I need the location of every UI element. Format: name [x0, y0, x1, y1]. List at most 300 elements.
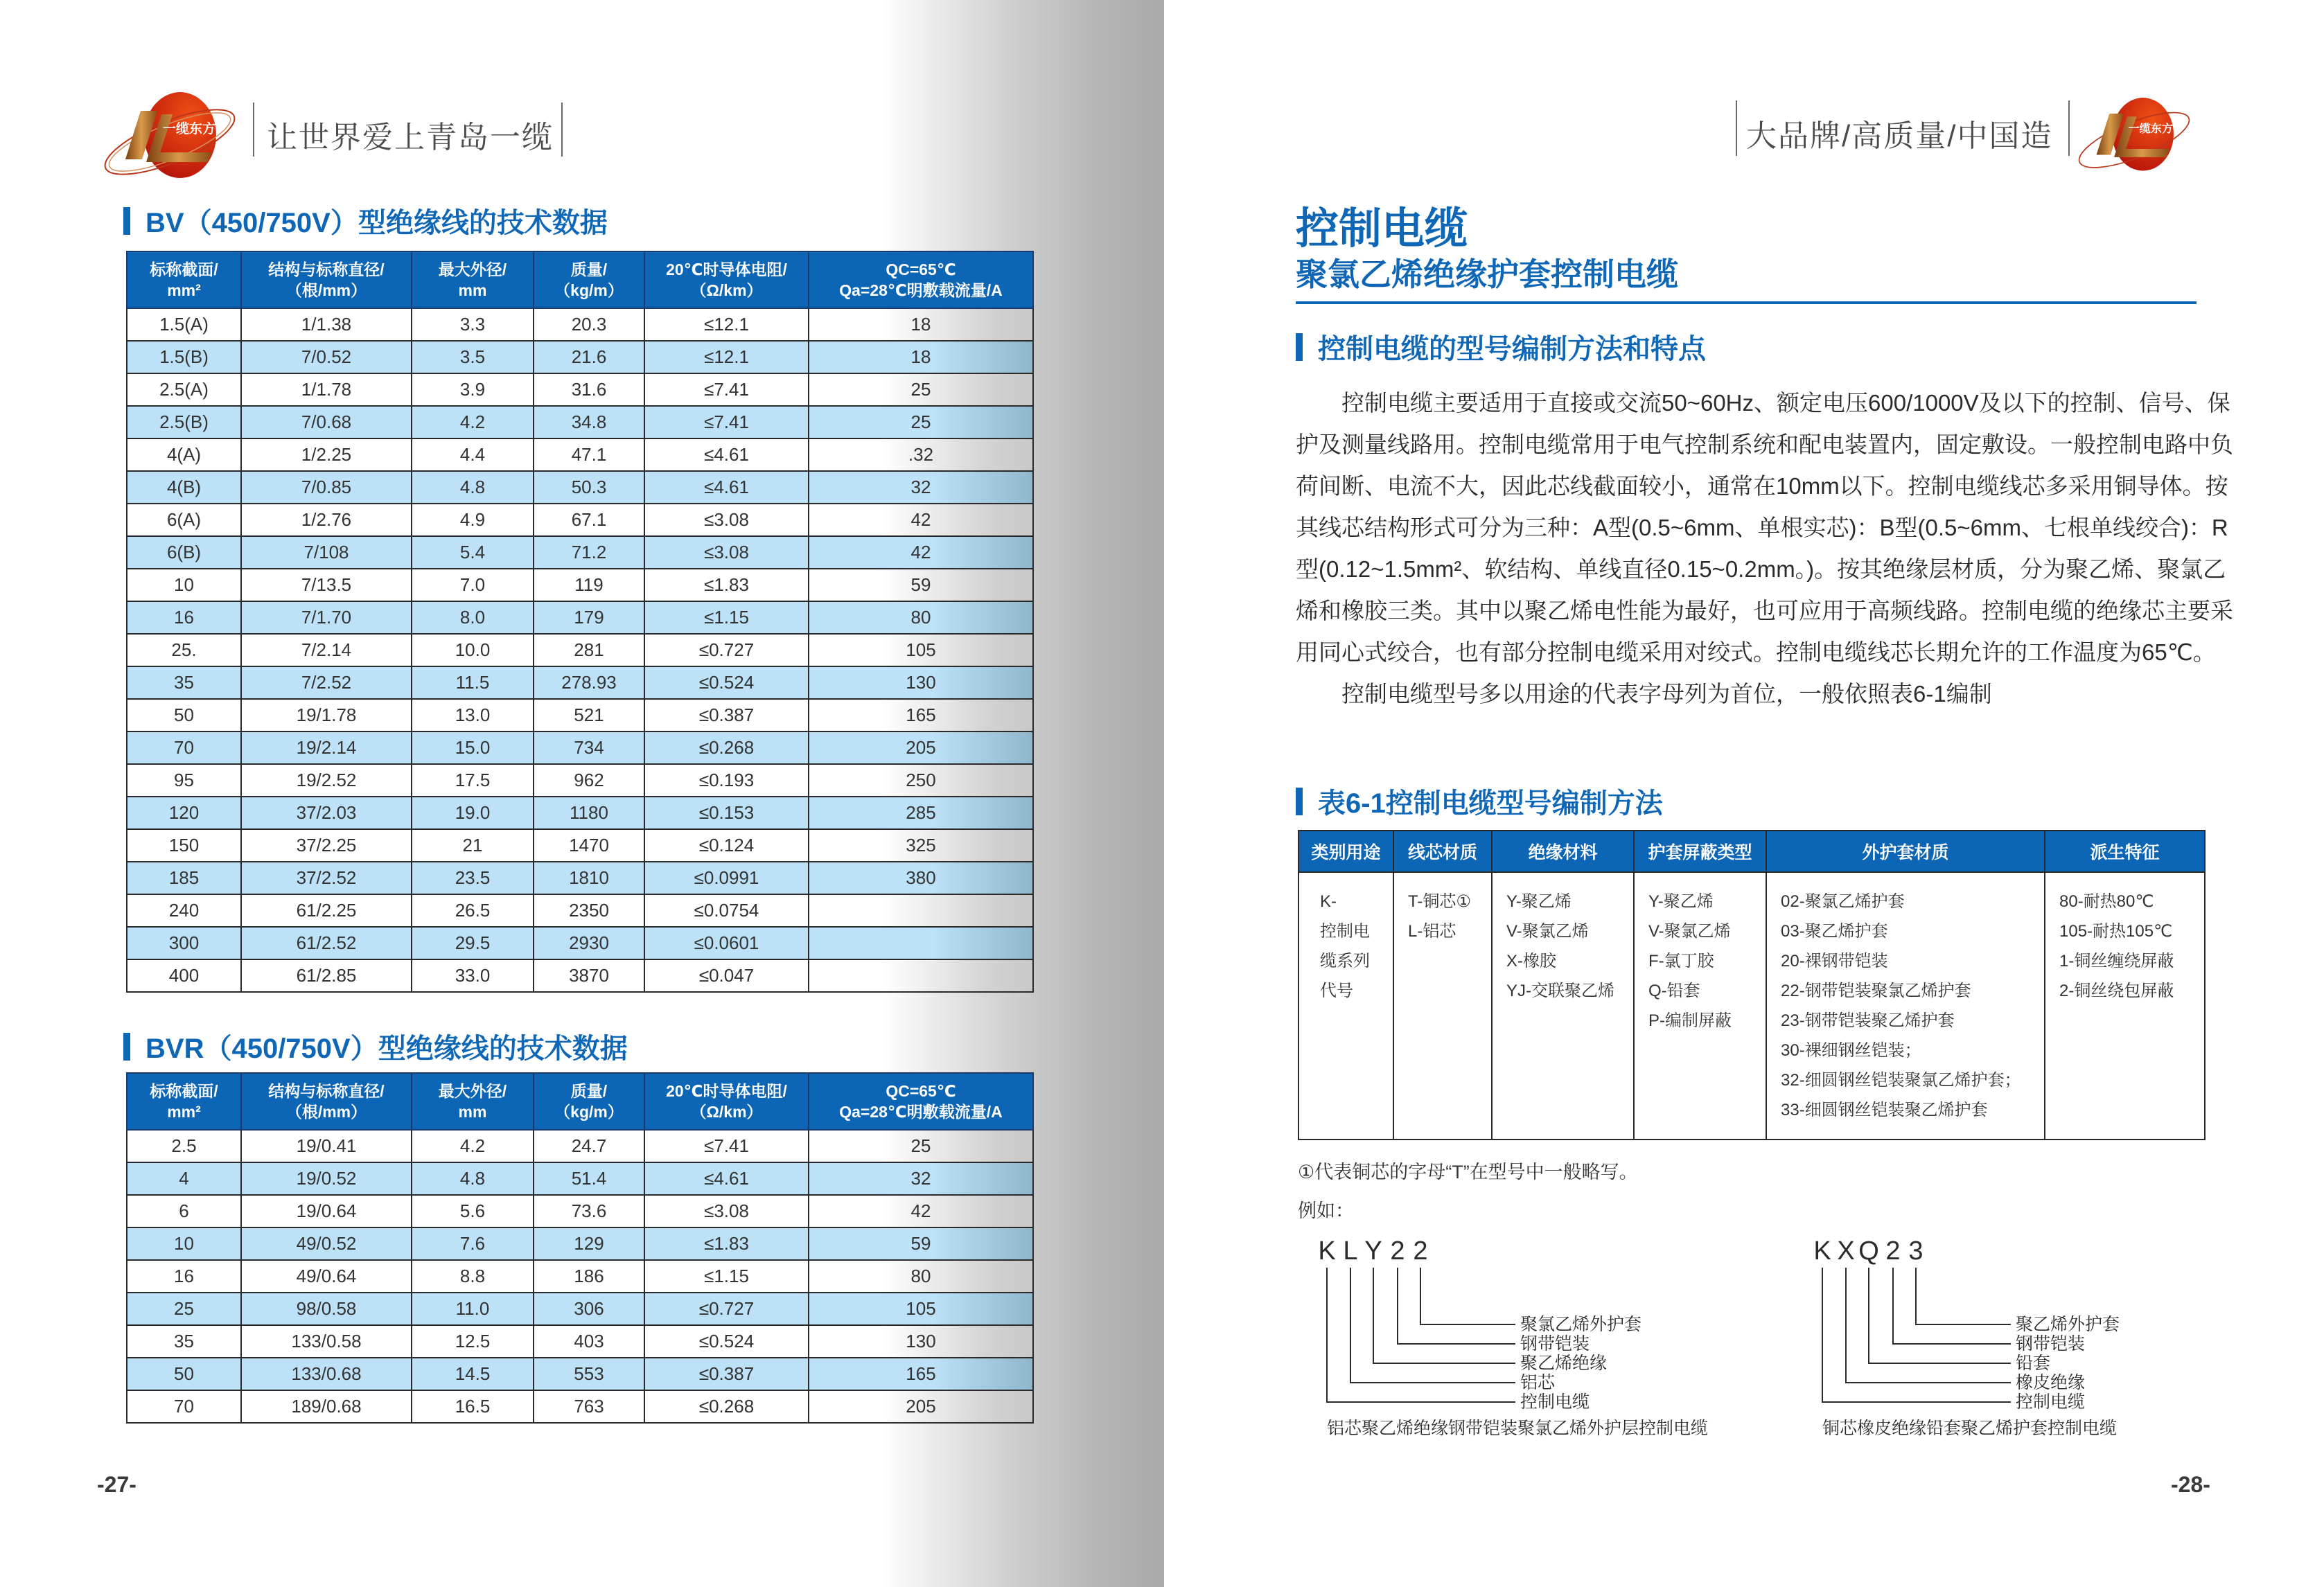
table-cell: ≤1.83 — [644, 1227, 809, 1260]
table-cell: ≤0.727 — [644, 1293, 809, 1325]
code-entry: Y-聚乙烯 — [1506, 892, 1572, 911]
table-cell: 4.9 — [412, 504, 534, 536]
table-cell: 7/0.68 — [241, 406, 412, 438]
table-cell: 50 — [127, 699, 241, 732]
column-header: 绝缘材料 — [1492, 831, 1634, 872]
table-cell: 4.4 — [412, 438, 534, 471]
table-row — [127, 406, 1033, 438]
table-cell: 50 — [127, 1358, 241, 1390]
heading-bar — [1296, 788, 1303, 815]
table-cell — [2045, 872, 2205, 1140]
table-cell: 4.2 — [412, 406, 534, 438]
table-cell: 240 — [127, 894, 241, 927]
table-cell: 5.4 — [412, 536, 534, 569]
column-header: 最大外径/ mm — [412, 251, 534, 308]
table-cell: 205 — [809, 732, 1033, 764]
table-row — [127, 634, 1033, 666]
paragraph: 控制电缆型号多以用途的代表字母列为首位，一般依照表6-1编制 — [1341, 681, 1992, 707]
code-entry: 32-细圆钢丝铠装聚氯乙烯护套； — [1781, 1071, 2021, 1090]
table-cell: 2.5(A) — [127, 373, 241, 406]
code-entry: V-聚氯乙烯 — [1506, 922, 1589, 941]
table-cell: 51.4 — [534, 1162, 644, 1195]
column-header: 标称截面/ mm² — [127, 1073, 241, 1130]
table-cell: 7/1.70 — [241, 601, 412, 634]
table-cell: ≤1.15 — [644, 601, 809, 634]
table-cell — [1492, 872, 1634, 1140]
table-cell: 7/0.85 — [241, 471, 412, 504]
table-cell: 42 — [809, 1195, 1033, 1227]
table-cell: 165 — [809, 1358, 1033, 1390]
paragraph: 控制电缆主要适用于直接或交流50~60Hz、额定电压600/1000V及以下的控制、信号、保护及测量线路用。控制电缆常用于电气控制系统和配电装置内，固定敷设。一般控制电路中负荷间断、电流不大，因此芯线截面较小，通常在10mm以下。控制电缆线芯多采用铜导体。按其线芯结构形式可分为三种：A型(0.5~6mm、单根实芯)：B型(0.5~6mm、七根单线绞合)：R型(0.12~1.5mm²、软结构、单线直径0.15~0.2mm。)。按其绝缘层材质，分为聚乙烯、聚氯乙烯和橡胶三类。其中以聚乙烯电性能为最好，也可应用于高频线路。控制电缆的绝缘芯主要采用同心式绞合，也有部分控制电缆采用对绞式。控制电缆线芯长期允许的工作温度为65℃。 — [1296, 390, 2233, 665]
code-letter: L — [1343, 1236, 1358, 1266]
column-header: 质量/ （kg/m） — [534, 1073, 644, 1130]
table-cell: 35 — [127, 666, 241, 699]
bvr-table-title — [123, 1027, 628, 1066]
table-row — [127, 829, 1033, 862]
code-entry: 缆系列 — [1320, 952, 1370, 970]
column-header: 结构与标称直径/ （根/mm） — [241, 251, 412, 308]
table-row — [127, 341, 1033, 373]
code-letter: 3 — [1908, 1236, 1924, 1266]
table-cell: ≤3.08 — [644, 504, 809, 536]
table-cell: 25 — [809, 1130, 1033, 1162]
heading-bar — [1296, 333, 1303, 361]
table-cell: 19.0 — [412, 797, 534, 829]
table-cell: ≤1.15 — [644, 1260, 809, 1293]
title-underline — [1296, 301, 2197, 304]
code-entry: P-编制屏蔽 — [1648, 1011, 1732, 1030]
table-cell: 15.0 — [412, 732, 534, 764]
table-cell: 3.5 — [412, 341, 534, 373]
table-cell: 21.6 — [534, 341, 644, 373]
code-entry: T-铜芯① — [1408, 892, 1471, 911]
diagram-caption: 铝芯聚乙烯绝缘钢带铠装聚氯乙烯外护层控制电缆 — [1327, 1419, 1709, 1438]
table-cell: 165 — [809, 699, 1033, 732]
table-heading — [1296, 781, 1663, 821]
table-cell: ≤7.41 — [644, 373, 809, 406]
connector-line — [1398, 1268, 1515, 1344]
table-row — [127, 666, 1033, 699]
table-cell: 80 — [809, 601, 1033, 634]
table-header-row — [1299, 831, 2205, 872]
model-code-table — [1298, 830, 2206, 1140]
table-cell: 71.2 — [534, 536, 644, 569]
table-cell: 19/0.52 — [241, 1162, 412, 1195]
code-entry: 23-钢带铠装聚乙烯护套 — [1781, 1011, 1955, 1030]
table-cell: 3870 — [534, 959, 644, 992]
right-page — [1164, 0, 2324, 1587]
table-cell: 35 — [127, 1325, 241, 1358]
table-cell: ≤0.524 — [644, 666, 809, 699]
table-cell: 4.8 — [412, 1162, 534, 1195]
table-row — [127, 927, 1033, 959]
table-cell: ≤0.727 — [644, 634, 809, 666]
example-label: 例如： — [1298, 1200, 1354, 1221]
table-cell: ≤0.0754 — [644, 894, 809, 927]
table-cell: 553 — [534, 1358, 644, 1390]
table-cell: ≤7.41 — [644, 406, 809, 438]
table-cell: 12.5 — [412, 1325, 534, 1358]
table-cell: 7/2.52 — [241, 666, 412, 699]
table-cell — [1299, 872, 1393, 1140]
table-header-row — [127, 1073, 1033, 1130]
component-label: 聚氯乙烯外护套 — [1520, 1315, 1642, 1334]
table-cell: 521 — [534, 699, 644, 732]
table-cell: 16 — [127, 1260, 241, 1293]
table-row — [127, 373, 1033, 406]
table-row — [127, 1390, 1033, 1423]
table-cell: 24.7 — [534, 1130, 644, 1162]
table-cell: ≤0.047 — [644, 959, 809, 992]
column-header: QC=65℃ Qa=28℃明敷载流量/A — [809, 251, 1033, 308]
table-cell: 49/0.64 — [241, 1260, 412, 1293]
column-header: 结构与标称直径/ （根/mm） — [241, 1073, 412, 1130]
table-cell: 1/2.76 — [241, 504, 412, 536]
table-row — [127, 1130, 1033, 1162]
table-cell: 10 — [127, 569, 241, 601]
column-header: 类别用途 — [1299, 831, 1393, 872]
table-row — [127, 1162, 1033, 1195]
header-divider — [561, 103, 563, 157]
column-header: 标称截面/ mm² — [127, 251, 241, 308]
table-cell: 21 — [412, 829, 534, 862]
table-cell: ≤0.387 — [644, 699, 809, 732]
table-cell: 20.3 — [534, 308, 644, 341]
header-divider — [1736, 100, 1737, 156]
table-cell: 33.0 — [412, 959, 534, 992]
table-cell: 42 — [809, 536, 1033, 569]
table-row — [127, 536, 1033, 569]
table-cell: ≤0.193 — [644, 764, 809, 797]
table-row — [127, 504, 1033, 536]
table-cell: 2.5(B) — [127, 406, 241, 438]
component-label: 铝芯 — [1520, 1373, 1556, 1392]
component-label: 聚乙烯绝缘 — [1520, 1354, 1608, 1373]
table-cell: 17.5 — [412, 764, 534, 797]
table-row — [127, 438, 1033, 471]
code-letter: X — [1837, 1236, 1855, 1266]
table-cell: ≤12.1 — [644, 341, 809, 373]
table-row — [1299, 872, 2205, 1140]
table-cell: 7/0.52 — [241, 341, 412, 373]
code-entry: L-铝芯 — [1408, 922, 1456, 941]
table-cell: 95 — [127, 764, 241, 797]
table-cell: 2.5 — [127, 1130, 241, 1162]
table-cell: 25. — [127, 634, 241, 666]
table-cell: 7.6 — [412, 1227, 534, 1260]
table-cell: 67.1 — [534, 504, 644, 536]
table-cell: 13.0 — [412, 699, 534, 732]
table-cell: ≤1.83 — [644, 569, 809, 601]
table-cell — [809, 894, 1033, 927]
table-cell: 10.0 — [412, 634, 534, 666]
table-cell: 7/108 — [241, 536, 412, 569]
table-cell: 61/2.85 — [241, 959, 412, 992]
table-row — [127, 797, 1033, 829]
example-diagram-kxq23 — [1813, 1233, 2120, 1444]
column-header: 线芯材质 — [1393, 831, 1492, 872]
table-cell: 61/2.25 — [241, 894, 412, 927]
component-label: 铅套 — [2016, 1354, 2051, 1373]
code-entry: 80-耐热80℃ — [2059, 892, 2154, 911]
code-entry: 105-耐热105℃ — [2059, 922, 2173, 941]
table-cell: 34.8 — [534, 406, 644, 438]
column-header: 20℃时导体电阻/ （Ω/km） — [644, 1073, 809, 1130]
code-entry: 30-裸细钢丝铠装； — [1781, 1041, 1921, 1060]
table-cell: 2930 — [534, 927, 644, 959]
column-header: QC=65℃ Qa=28℃明敷载流量/A — [809, 1073, 1033, 1130]
table-cell: ≤0.387 — [644, 1358, 809, 1390]
table-cell: 11.5 — [412, 666, 534, 699]
table-cell: 325 — [809, 829, 1033, 862]
table-row — [127, 471, 1033, 504]
table-cell: 1/1.78 — [241, 373, 412, 406]
table-cell: 1/1.38 — [241, 308, 412, 341]
header-divider — [253, 103, 254, 157]
code-entry: V-聚氯乙烯 — [1648, 922, 1731, 941]
table-cell: 763 — [534, 1390, 644, 1423]
table-cell: 37/2.52 — [241, 862, 412, 894]
component-label: 橡皮绝缘 — [2016, 1373, 2086, 1392]
table-cell: 14.5 — [412, 1358, 534, 1390]
table-cell: 1470 — [534, 829, 644, 862]
code-letter: K — [1318, 1236, 1336, 1266]
table-cell: 4(A) — [127, 438, 241, 471]
table-cell: 2350 — [534, 894, 644, 927]
table-cell: ≤12.1 — [644, 308, 809, 341]
table-cell: 42 — [809, 504, 1033, 536]
table-cell: ≤0.124 — [644, 829, 809, 862]
table-cell: 61/2.52 — [241, 927, 412, 959]
code-letter: 2 — [1885, 1236, 1901, 1266]
table-cell: 37/2.03 — [241, 797, 412, 829]
code-entry: 33-细圆钢丝铠装聚乙烯护套 — [1781, 1101, 1988, 1119]
table-cell: ≤3.08 — [644, 1195, 809, 1227]
table-cell: 285 — [809, 797, 1033, 829]
table-cell: 70 — [127, 1390, 241, 1423]
code-entry: 控制电 — [1320, 922, 1370, 941]
table-cell: ≤0.268 — [644, 1390, 809, 1423]
component-label: 控制电缆 — [1520, 1392, 1590, 1412]
table-cell: 19/0.64 — [241, 1195, 412, 1227]
table-cell: 80 — [809, 1260, 1033, 1293]
table-cell: .32 — [809, 438, 1033, 471]
table-cell: 129 — [534, 1227, 644, 1260]
table-cell: 3.3 — [412, 308, 534, 341]
table-cell: 29.5 — [412, 927, 534, 959]
table-cell: 18 — [809, 308, 1033, 341]
table-cell: 281 — [534, 634, 644, 666]
table-cell: 189/0.68 — [241, 1390, 412, 1423]
table-cell: 1.5(B) — [127, 341, 241, 373]
table-cell: 300 — [127, 927, 241, 959]
table-cell — [809, 927, 1033, 959]
table-cell: 400 — [127, 959, 241, 992]
table-cell: 1180 — [534, 797, 644, 829]
table-cell: 250 — [809, 764, 1033, 797]
brand-logo — [2075, 89, 2193, 186]
column-header: 质量/ （kg/m） — [534, 251, 644, 308]
code-entry: 03-聚乙烯护套 — [1781, 922, 1888, 941]
table-cell: ≤0.524 — [644, 1325, 809, 1358]
table-header-row — [127, 251, 1033, 308]
bv-table-title-text: BV（450/750V）型绝缘线的技术数据 — [146, 208, 608, 238]
table-cell: ≤0.0991 — [644, 862, 809, 894]
table-cell: ≤4.61 — [644, 438, 809, 471]
page-title: 控制电缆 — [1296, 205, 1468, 253]
column-header: 派生特征 — [2045, 831, 2205, 872]
section-heading-text: 控制电缆的型号编制方法和特点 — [1318, 334, 1706, 364]
code-entry: 2-铜丝绕包屏蔽 — [2059, 982, 2174, 1000]
code-entry: 22-钢带铠装聚氯乙烯护套 — [1781, 982, 1971, 1000]
table-cell: 31.6 — [534, 373, 644, 406]
table-cell: 7/13.5 — [241, 569, 412, 601]
table-row — [127, 959, 1033, 992]
table-cell: 59 — [809, 1227, 1033, 1260]
table-cell: 186 — [534, 1260, 644, 1293]
table-cell: 4 — [127, 1162, 241, 1195]
code-entry: 02-聚氯乙烯护套 — [1781, 892, 1905, 911]
table-row — [127, 308, 1033, 341]
footnote: ①代表铜芯的字母“T”在型号中一般略写。 — [1298, 1162, 1638, 1182]
code-entry: F-氯丁胶 — [1648, 952, 1714, 970]
table-cell: 32 — [809, 1162, 1033, 1195]
connector-line — [1916, 1268, 2011, 1324]
table-row — [127, 862, 1033, 894]
table-cell: 403 — [534, 1325, 644, 1358]
table-cell: 50.3 — [534, 471, 644, 504]
component-label: 聚乙烯外护套 — [2016, 1315, 2120, 1334]
code-entry: Q-铅套 — [1648, 982, 1700, 1000]
table-cell: 23.5 — [412, 862, 534, 894]
table-row — [127, 569, 1033, 601]
column-header: 最大外径/ mm — [412, 1073, 534, 1130]
table-row — [127, 1325, 1033, 1358]
table-cell: 25 — [809, 406, 1033, 438]
table-cell: 73.6 — [534, 1195, 644, 1227]
component-label: 控制电缆 — [2016, 1392, 2086, 1412]
table-cell: 150 — [127, 829, 241, 862]
table-cell: 133/0.68 — [241, 1358, 412, 1390]
table-cell: 16 — [127, 601, 241, 634]
table-cell: 19/1.78 — [241, 699, 412, 732]
table-cell: 130 — [809, 666, 1033, 699]
code-entry: K- — [1320, 892, 1337, 911]
table-cell: 1.5(A) — [127, 308, 241, 341]
table-cell: 98/0.58 — [241, 1293, 412, 1325]
code-letter: 2 — [1413, 1236, 1428, 1266]
header-divider — [2068, 100, 2070, 156]
table-cell: 37/2.25 — [241, 829, 412, 862]
table-cell — [809, 959, 1033, 992]
code-entry: 代号 — [1320, 982, 1353, 1000]
table-row — [127, 894, 1033, 927]
table-cell: 6(B) — [127, 536, 241, 569]
table-cell: 19/2.52 — [241, 764, 412, 797]
table-row — [127, 1195, 1033, 1227]
code-entry: Y-聚乙烯 — [1648, 892, 1714, 911]
table-cell: ≤0.0601 — [644, 927, 809, 959]
table-cell: ≤3.08 — [644, 536, 809, 569]
connector-line — [1373, 1268, 1515, 1363]
logo-text: 一缆东方 — [162, 122, 216, 136]
table-cell: 6(A) — [127, 504, 241, 536]
header-slogan: 让世界爱上青岛一缆 — [267, 121, 554, 154]
table-row — [127, 1293, 1033, 1325]
table-row — [127, 1358, 1033, 1390]
table-cell: 16.5 — [412, 1390, 534, 1423]
table-row — [127, 1227, 1033, 1260]
table-cell: 59 — [809, 569, 1033, 601]
bvr-spec-table — [126, 1072, 1034, 1424]
table-cell: 4.2 — [412, 1130, 534, 1162]
table-heading-text: 表6-1控制电缆型号编制方法 — [1318, 788, 1663, 819]
code-entry: X-橡胶 — [1506, 952, 1556, 970]
code-letter: 2 — [1390, 1236, 1405, 1266]
table-cell: 26.5 — [412, 894, 534, 927]
table-row — [127, 601, 1033, 634]
table-cell: 306 — [534, 1293, 644, 1325]
table-cell: 8.0 — [412, 601, 534, 634]
table-cell: 8.8 — [412, 1260, 534, 1293]
table-cell: 133/0.58 — [241, 1325, 412, 1358]
table-row — [127, 699, 1033, 732]
table-cell: 7.0 — [412, 569, 534, 601]
table-cell: ≤4.61 — [644, 471, 809, 504]
brand-logo — [100, 90, 239, 187]
code-entry: 20-裸钢带铠装 — [1781, 952, 1888, 970]
column-header: 护套屏蔽类型 — [1634, 831, 1766, 872]
component-label: 钢带铠装 — [2016, 1334, 2086, 1354]
table-cell: 49/0.52 — [241, 1227, 412, 1260]
table-cell: 3.9 — [412, 373, 534, 406]
bv-spec-table — [126, 251, 1034, 993]
table-cell: 185 — [127, 862, 241, 894]
table-cell: 70 — [127, 732, 241, 764]
table-cell: ≤7.41 — [644, 1130, 809, 1162]
table-cell: 1/2.25 — [241, 438, 412, 471]
table-row — [127, 764, 1033, 797]
table-cell: 25 — [809, 373, 1033, 406]
table-cell: 278.93 — [534, 666, 644, 699]
page-number: -27- — [97, 1472, 137, 1497]
table-cell: 32 — [809, 471, 1033, 504]
connector-line — [1893, 1268, 2011, 1344]
code-letter: Q — [1858, 1236, 1879, 1266]
heading-bar — [123, 1033, 130, 1061]
example-diagram-kly22 — [1318, 1233, 1709, 1444]
table-cell: 6 — [127, 1195, 241, 1227]
code-entry: 1-铜丝缠绕屏蔽 — [2059, 952, 2174, 970]
column-header: 外护套材质 — [1766, 831, 2045, 872]
table-cell: 962 — [534, 764, 644, 797]
table-cell: 19/0.41 — [241, 1130, 412, 1162]
table-cell: 205 — [809, 1390, 1033, 1423]
table-cell: 130 — [809, 1325, 1033, 1358]
code-letter: Y — [1364, 1236, 1382, 1266]
table-cell: 119 — [534, 569, 644, 601]
heading-bar — [123, 207, 130, 235]
table-cell: ≤4.61 — [644, 1162, 809, 1195]
table-cell: 47.1 — [534, 438, 644, 471]
page-subtitle: 聚氯乙烯绝缘护套控制电缆 — [1296, 256, 1678, 292]
table-cell: 380 — [809, 862, 1033, 894]
table-cell: 179 — [534, 601, 644, 634]
body-text — [1296, 382, 2238, 715]
page-number: -28- — [2171, 1472, 2210, 1497]
code-letter: K — [1813, 1236, 1831, 1266]
column-header: 20℃时导体电阻/ （Ω/km） — [644, 251, 809, 308]
